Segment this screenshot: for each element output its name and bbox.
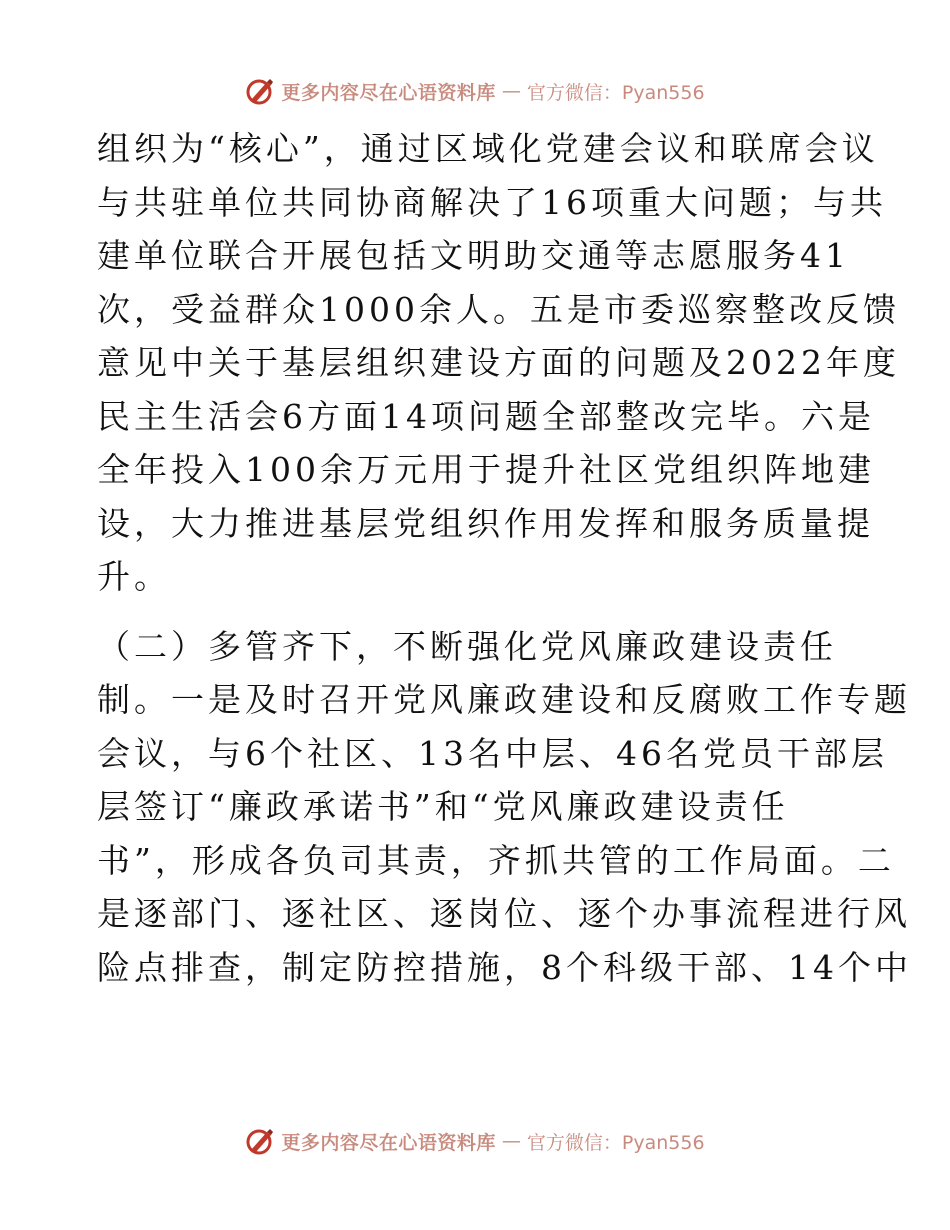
text-line: 民主生活会6方面14项问题全部整改完毕。六是 — [97, 396, 875, 436]
text-line: 升。 — [97, 557, 171, 596]
text-line: 层签订“廉政承诺书”和“党风廉政建设责任 — [97, 787, 789, 826]
text-line: 制。一是及时召开党风廉政建设和反腐败工作专题 — [97, 680, 911, 719]
watermark-separator: — — [501, 80, 521, 102]
watermark-main-text: 更多内容尽在心语资料库 — [281, 81, 496, 104]
watermark-contact: 官方微信：Pyan556 — [526, 81, 705, 104]
pen-logo-icon — [245, 1126, 275, 1156]
pen-logo-icon — [245, 76, 275, 106]
text-line: 险点排查，制定防控措施，8个科级干部、14个中 — [97, 947, 912, 987]
section-heading-line: （二）多管齐下，不断强化党风廉政建设责任 — [97, 626, 837, 666]
text-line: 组织为“核心”，通过区域化党建会议和联席会议 — [97, 129, 879, 168]
text-line: 建单位联合开展包括文明助交通等志愿服务41 — [97, 236, 850, 275]
header-watermark — [0, 71, 950, 111]
paragraph-spacer — [97, 604, 857, 620]
text-line: 是逐部门、逐社区、逐岗位、逐个办事流程进行风 — [97, 894, 911, 933]
watermark-main-text: 更多内容尽在心语资料库 — [281, 1131, 496, 1154]
text-line: 书”，形成各负司其责，齐抓共管的工作局面。二 — [97, 840, 895, 880]
document-body — [97, 122, 912, 994]
text-line: 设，大力推进基层党组织作用发挥和服务质量提 — [97, 503, 874, 543]
paragraph-1 — [97, 122, 900, 604]
paragraph-2 — [97, 620, 912, 995]
footer-watermark — [0, 1121, 950, 1161]
watermark-contact: 官方微信：Pyan556 — [526, 1131, 705, 1154]
text-line: 意见中关于基层组织建设方面的问题及2022年度 — [97, 343, 900, 382]
watermark-separator: — — [501, 1130, 521, 1152]
text-line: 与共驻单位共同协商解决了16项重大问题；与共 — [97, 182, 887, 222]
text-line: 全年投入100余万元用于提升社区党组织阵地建 — [97, 450, 875, 489]
text-line: 会议，与6个社区、13名中层、46名党员干部层 — [97, 733, 888, 773]
text-line: 次，受益群众1000余人。五是市委巡察整改反馈 — [97, 289, 900, 329]
